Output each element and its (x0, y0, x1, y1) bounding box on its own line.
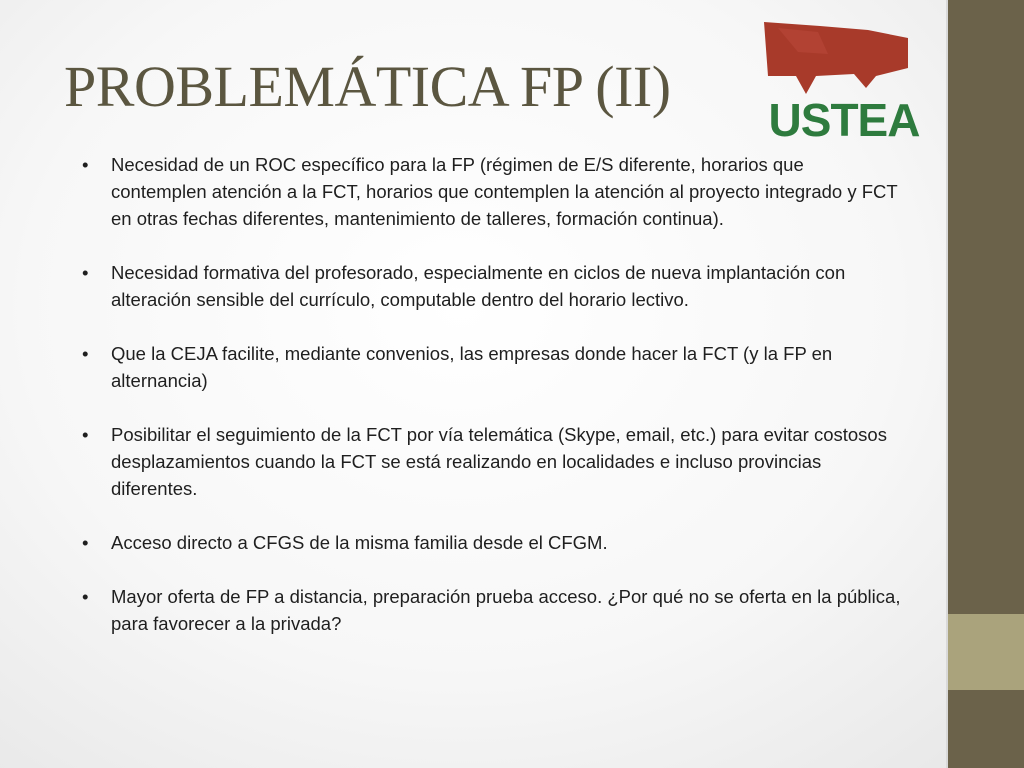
bullet-item (82, 583, 902, 637)
slide-title: PROBLEMÁTICA FP (II) (64, 54, 671, 119)
bullet-text: Necesidad de un ROC específico para la FP (régimen de E/S diferente, horarios que contemplen atención a la FCT, horarios que contemplen la atención al proyecto integrado y FCT en otras fechas diferentes, mantenimiento de talleres, formación continua). (111, 154, 898, 229)
bullet-text: Necesidad formativa del profesorado, especialmente en ciclos de nueva implantación con alteración sensible del currículo, computable dentro del horario lectivo. (111, 262, 846, 310)
bullet-item (82, 259, 902, 313)
bullet-symbol: • (82, 424, 89, 445)
ustea-logo (758, 18, 930, 142)
bullet-text: Posibilitar el seguimiento de la FCT por vía telemática (Skype, email, etc.) para evitar costosos desplazamientos cuando la FCT se está realizando en localidades e incluso provincias diferentes. (111, 424, 887, 499)
bullet-symbol: • (82, 262, 89, 283)
logo-text: USTEA (768, 94, 920, 142)
bullet-list (82, 151, 902, 664)
bullet-symbol: • (82, 154, 89, 175)
bullet-symbol: • (82, 586, 89, 607)
bullet-symbol: • (82, 532, 89, 553)
sidebar-accent-block (948, 614, 1024, 690)
bullet-item (82, 529, 902, 556)
bullet-text: Acceso directo a CFGS de la misma familia desde el CFGM. (111, 532, 608, 553)
bullet-text: Mayor oferta de FP a distancia, preparación prueba acceso. ¿Por qué no se oferta en la pública, para favorecer a la privada? (111, 586, 901, 634)
bullet-item (82, 421, 902, 502)
bullet-item (82, 151, 902, 232)
bullet-text: Que la CEJA facilite, mediante convenios, las empresas donde hacer la FCT (y la FP en alternancia) (111, 343, 833, 391)
bullet-item (82, 340, 902, 394)
bullet-symbol: • (82, 343, 89, 364)
